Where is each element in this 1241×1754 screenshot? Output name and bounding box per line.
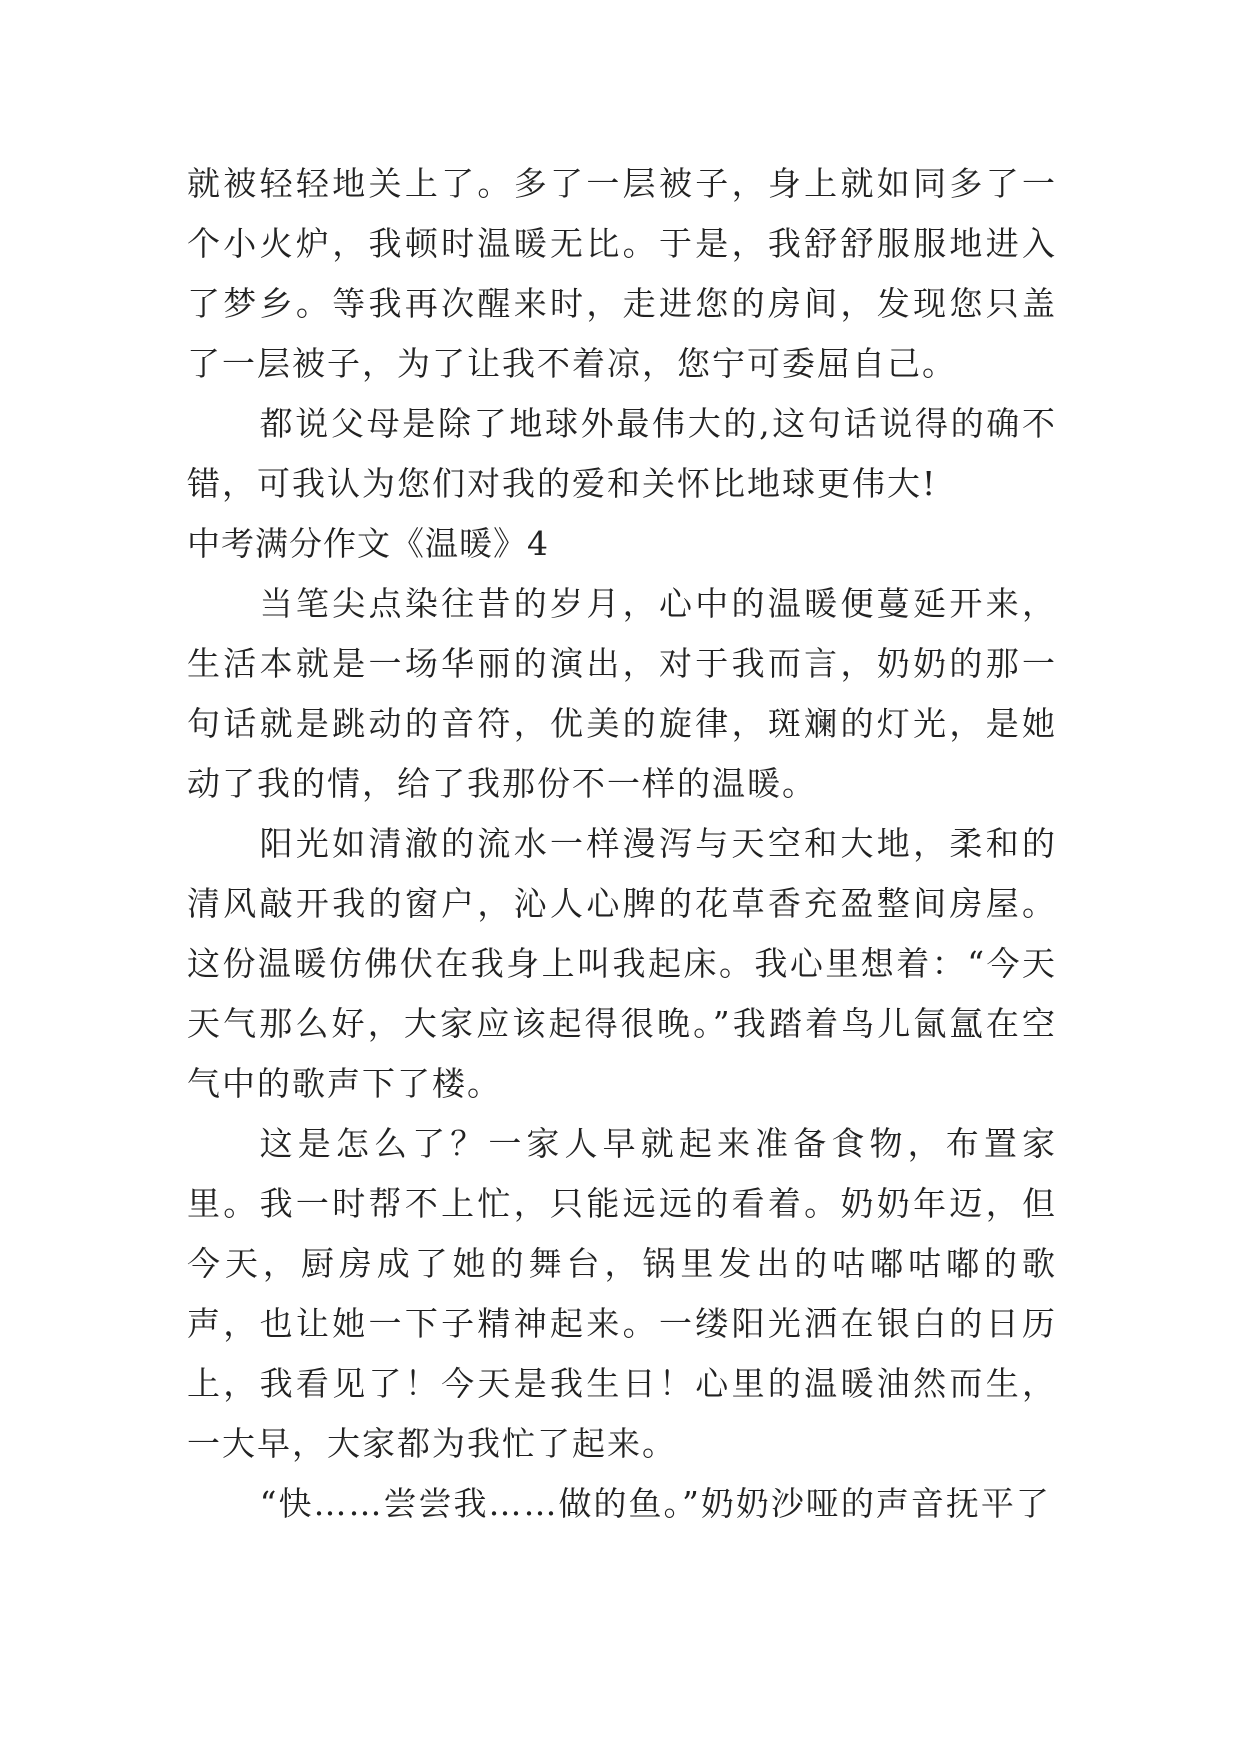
paragraph-5: 这是怎么了？一家人早就起来准备食物，布置家里。我一时帮不上忙，只能远远的看着。奶奶年迈，但今天，厨房成了她的舞台，锅里发出的咕嘟咕嘟的歌声，也让她一下子精神起来。一缕阳光洒在银白的日历上，我看见了！今天是我生日！心里的温暖油然而生，一大早，大家都为我忙了起来。: [187, 1124, 1057, 1463]
paragraph-6: “快……尝尝我……做的鱼。”奶奶沙哑的声音抚平了: [259, 1484, 1051, 1523]
essay-heading: 中考满分作文《温暖》4: [187, 524, 549, 563]
paragraph-2: 都说父母是除了地球外最伟大的,这句话说得的确不错，可我认为您们对我的爱和关怀比地球更伟大!: [187, 404, 1057, 503]
paragraph-3: 当笔尖点染往昔的岁月，心中的温暖便蔓延开来，生活本就是一场华丽的演出，对于我而言，奶奶的那一句话就是跳动的音符，优美的旋律，斑斓的灯光，是她动了我的情，给了我那份不一样的温暖。: [187, 584, 1057, 803]
document-body: [187, 154, 1057, 1534]
paragraph-1: 就被轻轻地关上了。多了一层被子，身上就如同多了一个小火炉，我顿时温暖无比。于是，我舒舒服服地进入了梦乡。等我再次醒来时，走进您的房间，发现您只盖了一层被子，为了让我不着凉，您宁可委屈自己。: [187, 164, 1057, 383]
paragraph-4: 阳光如清澈的流水一样漫泻与天空和大地，柔和的清风敲开我的窗户，沁人心脾的花草香充盈整间房屋。这份温暖仿佛伏在我身上叫我起床。我心里想着：“今天天气那么好，大家应该起得很晚。”我踏着鸟儿氤氲在空气中的歌声下了楼。: [187, 824, 1057, 1103]
